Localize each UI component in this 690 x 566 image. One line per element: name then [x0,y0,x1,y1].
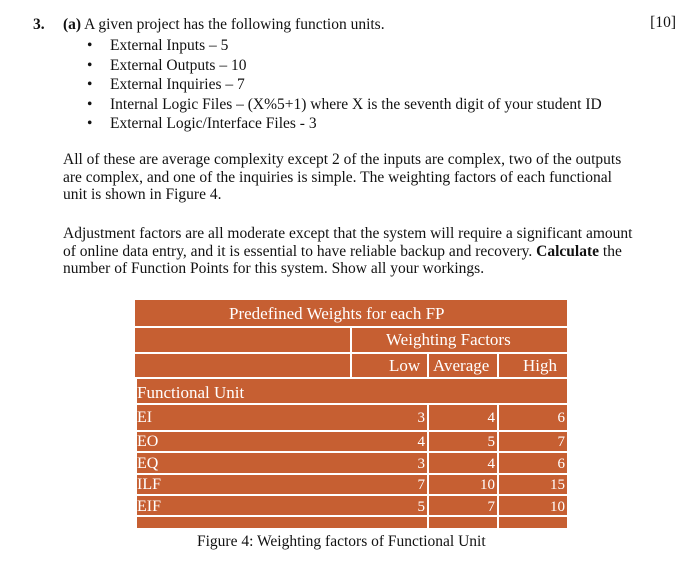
figure-caption: Figure 4: Weighting factors of Functional Unit [197,533,486,550]
table-cell-low: 3 [417,410,425,426]
list-item: • External Inquiries – 7 [87,76,245,93]
table-row-unit: ILF [137,476,161,493]
list-item: • Internal Logic Files – (X%5+1) where X is the seventh digit of your student ID [87,95,602,113]
table-cell-high: 7 [557,434,565,450]
table-row-unit: EI [137,409,153,426]
table-cell-high: 6 [557,410,565,426]
table-cell-average: 10 [480,477,495,493]
col-header-low: Low [389,356,421,375]
table-cell-high: 15 [550,477,565,493]
weighting-header: Weighting Factors [386,330,511,349]
col-header-high: High [523,356,557,375]
weights-table [135,300,567,528]
adjustment-paragraph: Adjustment factors are all moderate except that the system will require a significant amount of online data entry, and it is essential to have reliable backup and recovery. Calculate the number of Function Points for this system. Show all your workings. [63,225,633,277]
table-cell-low: 4 [417,434,425,450]
question-intro [63,16,385,34]
table-cell-average: 4 [487,456,495,472]
function-units-list [85,36,602,134]
list-item: • External Inputs – 5 [87,37,229,54]
unit-header: Functional Unit [137,383,245,402]
table-row-unit: EO [137,433,159,450]
bullet-icon: • [87,56,93,74]
bullet-icon: • [87,115,93,132]
table-cell-low: 3 [417,456,425,472]
table-cell-high: 10 [550,499,565,515]
table-row-unit: EQ [137,455,159,472]
bullet-icon: • [87,37,93,54]
table-title: Predefined Weights for each FP [229,304,445,323]
table-cell-low: 5 [417,499,425,515]
col-header-average: Average [433,356,490,375]
list-item: • External Logic/Interface Files - 3 [87,115,317,132]
marks-label: [10] [650,14,676,31]
question-number: 3. [33,16,45,33]
intro-text: A given project has the following function units. [84,16,385,33]
table-row-unit: EIF [137,498,161,515]
bullet-icon: • [87,95,93,113]
bullet-icon: • [87,76,93,93]
table-cell-low: 7 [417,477,425,493]
complexity-paragraph: All of these are average complexity except 2 of the inputs are complex, two of the outputs are complex, and one of the inquiries is simple. The weighting factors of each functional unit is shown in Figure 4. [63,151,622,203]
table-cell-average: 5 [487,434,495,450]
table-cell-high: 6 [557,456,565,472]
list-item: • External Outputs – 10 [87,56,247,74]
table-cell-average: 4 [487,410,495,426]
part-label: (a) [63,16,82,33]
table-cell-average: 7 [487,499,495,515]
